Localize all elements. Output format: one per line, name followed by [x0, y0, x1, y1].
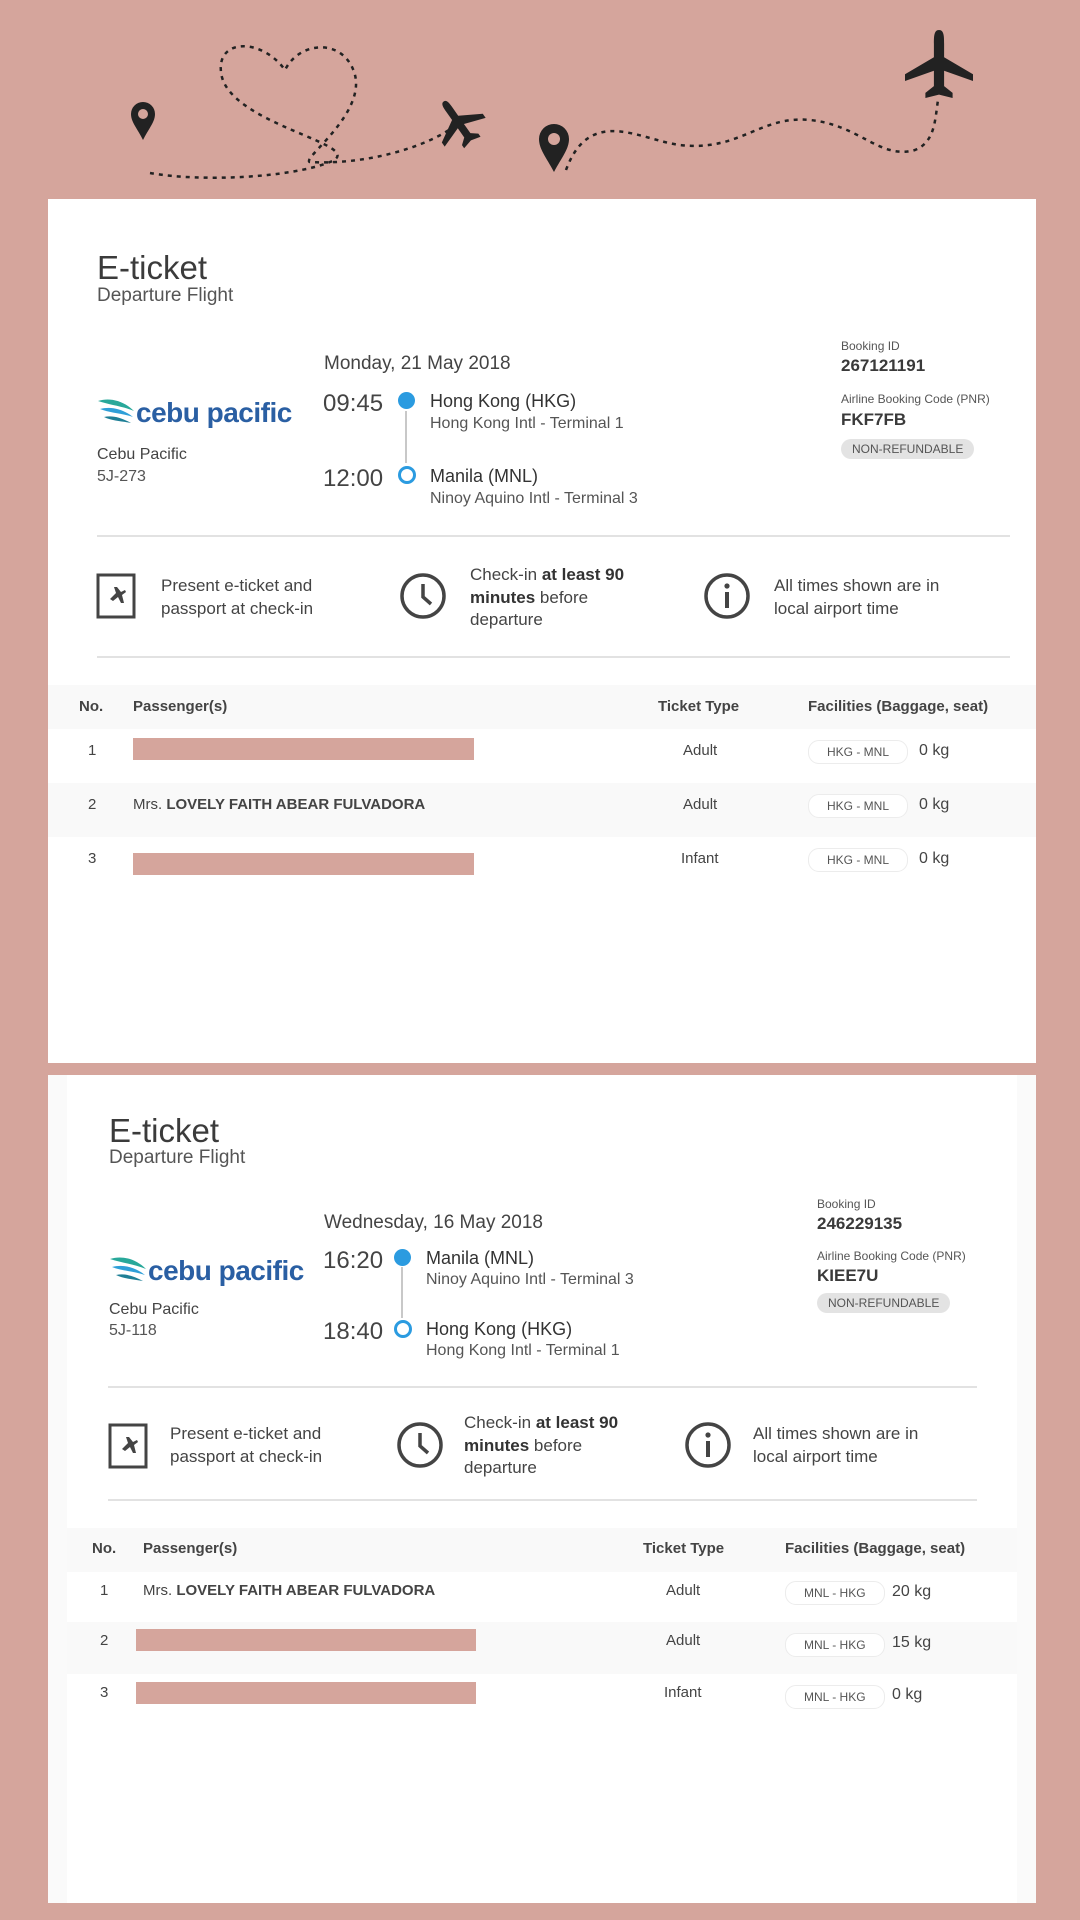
- passport-info: Present e-ticket and passport at check-in: [161, 576, 314, 618]
- clock-icon: [396, 1421, 444, 1469]
- checkin-info-post: before departure: [464, 1435, 583, 1477]
- passenger-title: Mrs.: [143, 1582, 173, 1599]
- baggage-allowance: 0 kg: [919, 742, 950, 759]
- departure-dot: [398, 392, 415, 409]
- departure-dot: [394, 1249, 411, 1266]
- checkin-info: [470, 564, 660, 632]
- route-pill: HKG - MNL: [808, 848, 908, 872]
- header-passenger: Passenger(s): [133, 698, 228, 715]
- checkin-info: [464, 1412, 654, 1480]
- arrival-dot: [394, 1320, 412, 1338]
- booking-id-label: Booking ID: [817, 1197, 876, 1211]
- arrival-airport: Ninoy Aquino Intl - Terminal 3: [430, 490, 638, 507]
- arrival-dot: [398, 466, 416, 484]
- redacted-name: [136, 1682, 476, 1704]
- table-row: [67, 1572, 1017, 1622]
- flight-number: 5J-118: [109, 1322, 157, 1339]
- pnr-label: Airline Booking Code (PNR): [817, 1249, 966, 1263]
- booking-id: 246229135: [817, 1214, 903, 1233]
- redacted-name: [136, 1629, 476, 1651]
- checkin-info-pre: Check-in: [470, 565, 542, 584]
- route-line: [405, 411, 407, 463]
- baggage-allowance: 15 kg: [892, 1634, 932, 1651]
- airline-logo-text: cebu pacific: [136, 397, 292, 428]
- dashed-wave-path: [566, 100, 938, 170]
- clock-icon: [399, 572, 447, 620]
- ticket-type: Adult: [683, 742, 718, 759]
- departure-city: Hong Kong (HKG): [430, 391, 577, 411]
- passenger-title: Mrs.: [133, 796, 163, 813]
- non-refundable-badge: NON-REFUNDABLE: [841, 439, 974, 459]
- table-header: [67, 1528, 1017, 1572]
- row-no: 3: [100, 1684, 109, 1701]
- header-ticket-type: Ticket Type: [658, 698, 740, 715]
- row-no: 3: [88, 850, 97, 867]
- row-no: 1: [88, 742, 97, 759]
- arrival-city: Manila (MNL): [430, 466, 539, 486]
- arrival-time: 12:00: [323, 465, 384, 492]
- ticket-subtitle: Departure Flight: [109, 1147, 246, 1168]
- airline-name: Cebu Pacific: [97, 446, 187, 463]
- divider: [108, 1386, 977, 1388]
- ticket-type: Adult: [666, 1582, 701, 1599]
- redacted-name: [133, 853, 474, 875]
- header-no: No.: [79, 698, 104, 715]
- flight-date: Monday, 21 May 2018: [324, 353, 511, 374]
- departure-city: Manila (MNL): [426, 1248, 535, 1268]
- flight-date: Wednesday, 16 May 2018: [324, 1212, 543, 1233]
- route-line: [401, 1267, 403, 1318]
- passport-icon: [96, 573, 138, 619]
- passenger-full-name: LOVELY FAITH ABEAR FULVADORA: [176, 1582, 436, 1599]
- header-facilities: Facilities (Baggage, seat): [808, 698, 989, 715]
- arrival-time: 18:40: [323, 1318, 384, 1345]
- map-pin-icon: [539, 124, 569, 172]
- booking-id-label: Booking ID: [841, 339, 900, 353]
- header-ticket-type: Ticket Type: [643, 1540, 725, 1557]
- passenger-full-name: LOVELY FAITH ABEAR FULVADORA: [166, 796, 426, 813]
- times-info: All times shown are in local airport time: [774, 576, 940, 618]
- checkin-info-bold: at least 90 minutes: [464, 1413, 619, 1455]
- table-header: [48, 685, 1036, 729]
- pnr-code: FKF7FB: [841, 410, 907, 429]
- booking-id: 267121191: [841, 356, 926, 375]
- departure-airport: Hong Kong Intl - Terminal 1: [430, 415, 624, 432]
- baggage-allowance: 20 kg: [892, 1583, 932, 1600]
- table-row: [67, 1622, 1017, 1674]
- airline-name: Cebu Pacific: [109, 1301, 199, 1318]
- arrival-city: Hong Kong (HKG): [426, 1319, 573, 1339]
- ticket-type: Adult: [683, 796, 718, 813]
- airline-logo-text: cebu pacific: [148, 1255, 304, 1286]
- info-icon: [684, 1421, 732, 1469]
- baggage-allowance: 0 kg: [919, 796, 950, 813]
- e-ticket-card: [48, 1075, 1036, 1903]
- airline-logo: [108, 1251, 304, 1293]
- departure-airport: Ninoy Aquino Intl - Terminal 3: [426, 1271, 634, 1288]
- ticket-type: Adult: [666, 1632, 701, 1649]
- divider: [97, 656, 1010, 658]
- airplane-icon: [423, 87, 493, 157]
- checkin-info-pre: Check-in: [464, 1413, 536, 1432]
- dashed-heart-path: [150, 46, 452, 177]
- redacted-name: [133, 738, 474, 760]
- route-pill: HKG - MNL: [808, 794, 908, 818]
- header-no: No.: [92, 1540, 117, 1557]
- card-margin: [48, 1075, 67, 1903]
- ticket-title: E-ticket: [109, 1112, 220, 1149]
- times-info: All times shown are in local airport time: [753, 1424, 919, 1466]
- pnr-code: KIEE7U: [817, 1266, 879, 1285]
- airline-logo: [96, 393, 292, 435]
- passport-icon: [108, 1423, 150, 1469]
- airplane-icon: [905, 30, 973, 98]
- header-passenger: Passenger(s): [143, 1540, 238, 1557]
- ticket-subtitle: Departure Flight: [97, 285, 234, 306]
- route-pill: MNL - HKG: [785, 1633, 885, 1657]
- ticket-type: Infant: [681, 850, 719, 867]
- departure-time: 09:45: [323, 390, 384, 417]
- table-row: [48, 783, 1036, 837]
- info-icon: [703, 572, 751, 620]
- bird-logo-icon: [96, 395, 136, 429]
- travel-decoration: [0, 0, 1080, 200]
- bird-logo-icon: [108, 1253, 148, 1287]
- route-pill: MNL - HKG: [785, 1685, 885, 1709]
- row-no: 2: [88, 796, 97, 813]
- flight-number: 5J-273: [97, 468, 146, 485]
- route-pill: HKG - MNL: [808, 740, 908, 764]
- checkin-info-bold: at least 90 minutes: [470, 565, 625, 607]
- row-no: 2: [100, 1632, 109, 1649]
- passenger-name: [133, 796, 425, 813]
- arrival-airport: Hong Kong Intl - Terminal 1: [426, 1342, 620, 1359]
- e-ticket-card: [48, 199, 1036, 1063]
- checkin-info-post: before departure: [470, 587, 589, 629]
- route-pill: MNL - HKG: [785, 1581, 885, 1605]
- table-row: [67, 1674, 1017, 1724]
- row-no: 1: [100, 1582, 109, 1599]
- pnr-label: Airline Booking Code (PNR): [841, 392, 990, 406]
- divider: [108, 1499, 977, 1501]
- passenger-name: [143, 1582, 435, 1599]
- table-row: [48, 729, 1036, 783]
- header-facilities: Facilities (Baggage, seat): [785, 1540, 966, 1557]
- ticket-title: E-ticket: [97, 249, 208, 286]
- baggage-allowance: 0 kg: [919, 850, 950, 867]
- map-pin-icon: [131, 102, 155, 177]
- non-refundable-badge: NON-REFUNDABLE: [817, 1293, 950, 1313]
- card-margin: [1017, 1075, 1036, 1903]
- passport-info: Present e-ticket and passport at check-in: [170, 1424, 323, 1466]
- departure-time: 16:20: [323, 1247, 384, 1274]
- table-row: [48, 837, 1036, 891]
- ticket-type: Infant: [664, 1684, 702, 1701]
- divider: [97, 535, 1010, 537]
- baggage-allowance: 0 kg: [892, 1686, 923, 1703]
